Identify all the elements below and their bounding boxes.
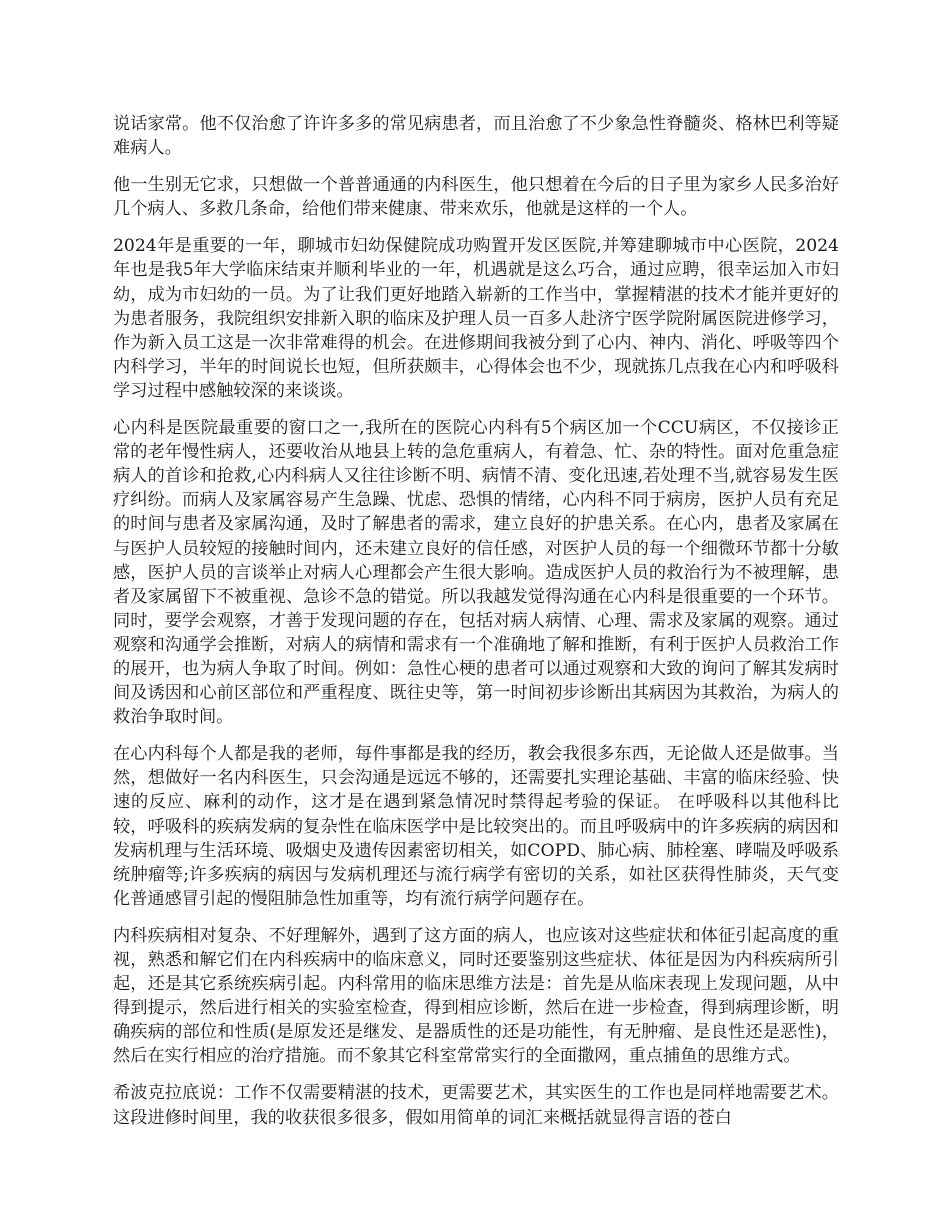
paragraph: 2024年是重要的一年，聊城市妇幼保健院成功购置开发区医院,并筹建聊城市中心医院，2024年也是我5年大学临床结束并顺利毕业的一年，机遇就是这么巧合，通过应聘，很幸运加入市妇幼，成为市妇幼的一员。为了让我们更好地踏入崭新的工作当中，掌握精湛的技术才能并更好的为患者服务，我院组织安排新入职的临床及护理人员一百多人赴济宁医学院附属医院进修学习，作为新入员工这是一次非常难得的机会。在进修期间我被分到了心内、神内、消化、呼吸等四个内科学习，半年的时间说长也短，但所获颇丰，心得体会也不少，现就拣几点我在心内和呼吸科学习过程中感触较深的来谈谈。 (113, 236, 839, 401)
paragraph: 内科疾病相对复杂、不好理解外，遇到了这方面的病人，也应该对这些症状和体征引起高度的重视，熟悉和解它们在内科疾病中的临床意义，同时还要鉴别这些症状、体征是因为内科疾病所引起，还是其它系统疾病引起。内科常用的临床思维方法是：首先是从临床表现上发现问题，从中得到提示，然后进行相关的实验室检查，得到相应诊断，然后在进一步检查，得到病理诊断，明确疾病的部位和性质(是原发还是继发、是器质性的还是功能性，有无肿瘤、是良性还是恶性)，然后在实行相应的治疗措施。而不象其它科室常常实行的全面撒网，重点捕鱼的思维方式。 (113, 925, 839, 1067)
paragraph: 在心内科每个人都是我的老师，每件事都是我的经历，教会我很多东西，无论做人还是做事。当然，想做好一名内科医生，只会沟通是远远不够的，还需要扎实理论基础、丰富的临床经验、快速的反应、麻利的动作，这才是在遇到紧急情况时禁得起考验的保证。 在呼吸科以其他科比较，呼吸科的疾病发病的复杂性在临床医学中是比较突出的。而且呼吸病中的许多疾病的病因和发病机理与生活环境、吸烟史及遗传因素密切相关，如COPD、肺心病、肺栓塞、哮喘及呼吸系统肿瘤等;许多疾病的病因与发病机理还与流行病学有密切的关系，如社区获得性肺炎，天气变化普通感冒引起的慢阻肺急性加重等，均有流行病学问题存在。 (113, 744, 839, 909)
paragraph: 说话家常。他不仅治愈了许许多多的常见病患者，而且治愈了不少象急性脊髓炎、格林巴利等疑难病人。 (113, 114, 839, 159)
document-body (113, 112, 839, 1143)
paragraph: 他一生别无它求，只想做一个普普通通的内科医生，他只想着在今后的日子里为家乡人民多治好几个病人、多救几条命，给他们带来健康、带来欢乐，他就是这样的一个人。 (113, 175, 839, 220)
paragraph: 心内科是医院最重要的窗口之一,我所在的医院心内科有5个病区加一个CCU病区，不仅接诊正常的老年慢性病人，还要收治从地县上转的急危重病人，有着急、忙、杂的特性。面对危重急症病人的首诊和抢救,心内科病人又往往诊断不明、病情不清、变化迅速,若处理不当,就容易发生医疗纠纷。而病人及家属容易产生急躁、忧虑、恐惧的情绪，心内科不同于病房，医护人员有充足的时间与患者及家属沟通，及时了解患者的需求，建立良好的护患关系。在心内，患者及家属在与医护人员较短的接触时间内，还未建立良好的信任感，对医护人员的每一个细微环节都十分敏感，医护人员的言谈举止对病人心理都会产生很大影响。造成医护人员的救治行为不被理解，患者及家属留下不被重视、急诊不急的错觉。所以我越发觉得沟通在心内科是很重要的一个环节。同时，要学会观察，才善于发现问题的存在，包括对病人病情、心理、需求及家属的观察。通过观察和沟通学会推断，对病人的病情和需求有一个准确地了解和推断，有利于医护人员救治工作的展开，也为病人争取了时间。例如：急性心梗的患者可以通过观察和大致的询问了解其发病时间及诱因和心前区部位和严重程度、既往史等，第一时间初步诊断出其病因为其救治，为病人的救治争取时间。 (113, 418, 839, 728)
paragraph: 希波克拉底说：工作不仅需要精湛的技术，更需要艺术，其实医生的工作也是同样地需要艺术。这段进修时间里，我的收获很多很多，假如用简单的词汇来概括就显得言语的苍白 (113, 1083, 839, 1128)
